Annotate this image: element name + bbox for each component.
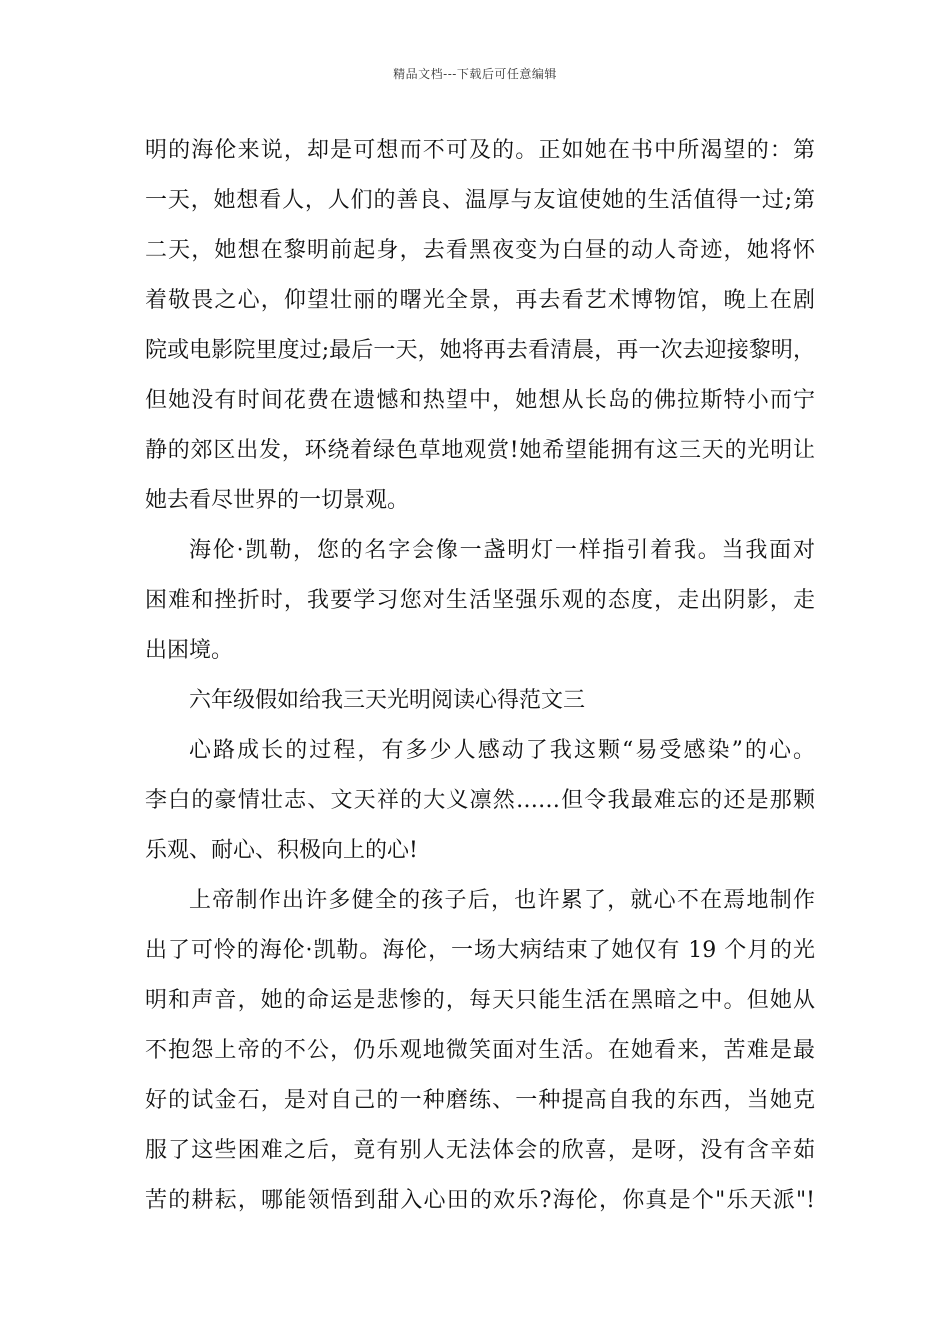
text-line: 她去看尽世界的一切景观。 [145,488,410,513]
text-line: 二天，她想在黎明前起身，去看黑夜变为白昼的动人奇迹，她将怀 [145,238,815,263]
text-line: 上帝制作出许多健全的孩子后，也许累了，就心不在焉地制作 [189,888,815,913]
text-line: 服了这些困难之后，竟有别人无法体会的欣喜，是呀，没有含辛茹 [145,1138,815,1163]
text-line: 明的海伦来说，却是可想而不可及的。正如她在书中所渴望的：第 [145,138,815,163]
text-line: 李白的豪情壮志、文天祥的大义凛然……但令我最难忘的还是那颗 [145,788,815,813]
text-line: 困难和挫折时，我要学习您对生活坚强乐观的态度，走出阴影，走 [145,588,815,613]
text-line: 一天，她想看人，人们的善良、温厚与友谊使她的生活值得一过;第 [145,188,815,213]
text-line: 着敬畏之心，仰望壮丽的曙光全景，再去看艺术博物馆，晚上在剧 [145,288,815,313]
text-line: 乐观、耐心、积极向上的心! [145,838,418,863]
text-line: 出困境。 [145,638,234,663]
text-line: 院或电影院里度过;最后一天，她将再去看清晨，再一次去迎接黎明， [145,338,815,363]
text-line: 出了可怜的海伦·凯勒。海伦，一场大病结束了她仅有 19 个月的光 [145,938,815,963]
text-line: 心路成长的过程，有多少人感动了我这颗“易受感染”的心。 [189,738,815,763]
text-line: 六年级假如给我三天光明阅读心得范文三 [189,688,586,713]
text-line: 海伦·凯勒，您的名字会像一盏明灯一样指引着我。当我面对 [189,538,815,563]
page-header: 精品文档---下载后可任意编辑 [393,67,557,81]
text-line: 明和声音，她的命运是悲惨的，每天只能生活在黑暗之中。但她从 [145,988,815,1013]
text-line: 不抱怨上帝的不公，仍乐观地微笑面对生活。在她看来，苦难是最 [145,1038,815,1063]
text-line: 好的试金石，是对自己的一种磨练、一种提高自我的东西，当她克 [145,1088,815,1113]
text-line: 静的郊区出发，环绕着绿色草地观赏!她希望能拥有这三天的光明让 [145,438,815,463]
text-line: 但她没有时间花费在遗憾和热望中，她想从长岛的佛拉斯特小而宁 [145,388,815,413]
document-body [145,126,815,1226]
text-line: 苦的耕耘，哪能领悟到甜入心田的欢乐?海伦，你真是个"乐天派"! [145,1188,815,1213]
